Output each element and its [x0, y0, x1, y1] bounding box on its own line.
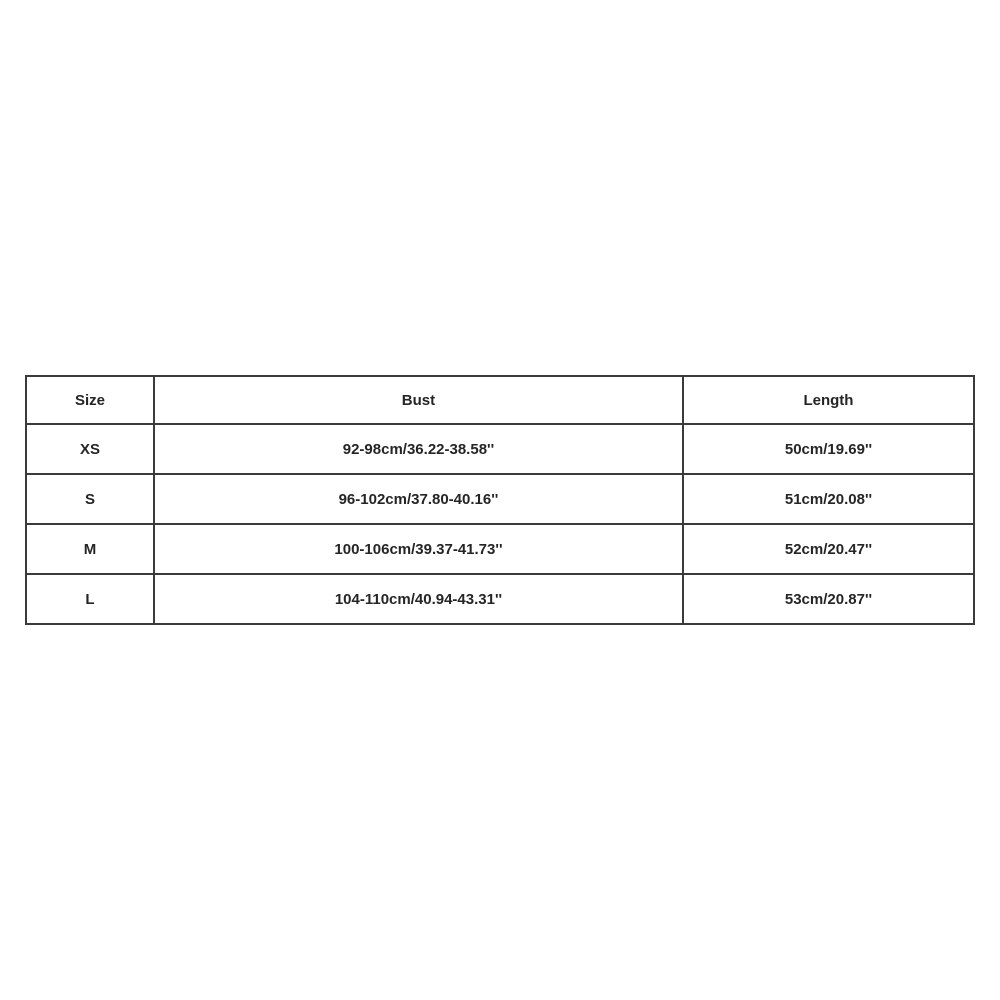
size-cell: L	[26, 574, 154, 624]
bust-cell: 92-98cm/36.22-38.58''	[154, 424, 683, 474]
bust-cell: 104-110cm/40.94-43.31''	[154, 574, 683, 624]
table-row-xs	[26, 424, 974, 474]
table-row-l	[26, 574, 974, 624]
column-header-size: Size	[26, 376, 154, 424]
bust-cell: 96-102cm/37.80-40.16''	[154, 474, 683, 524]
size-cell: XS	[26, 424, 154, 474]
header-row	[26, 376, 974, 424]
table-row-s	[26, 474, 974, 524]
length-cell: 52cm/20.47''	[683, 524, 974, 574]
length-cell: 50cm/19.69''	[683, 424, 974, 474]
column-header-bust: Bust	[154, 376, 683, 424]
length-cell: 51cm/20.08''	[683, 474, 974, 524]
column-header-length: Length	[683, 376, 974, 424]
bust-cell: 100-106cm/39.37-41.73''	[154, 524, 683, 574]
size-cell: M	[26, 524, 154, 574]
size-cell: S	[26, 474, 154, 524]
length-cell: 53cm/20.87''	[683, 574, 974, 624]
size-chart-table	[25, 375, 975, 625]
size-chart	[25, 375, 975, 625]
table-row-m	[26, 524, 974, 574]
